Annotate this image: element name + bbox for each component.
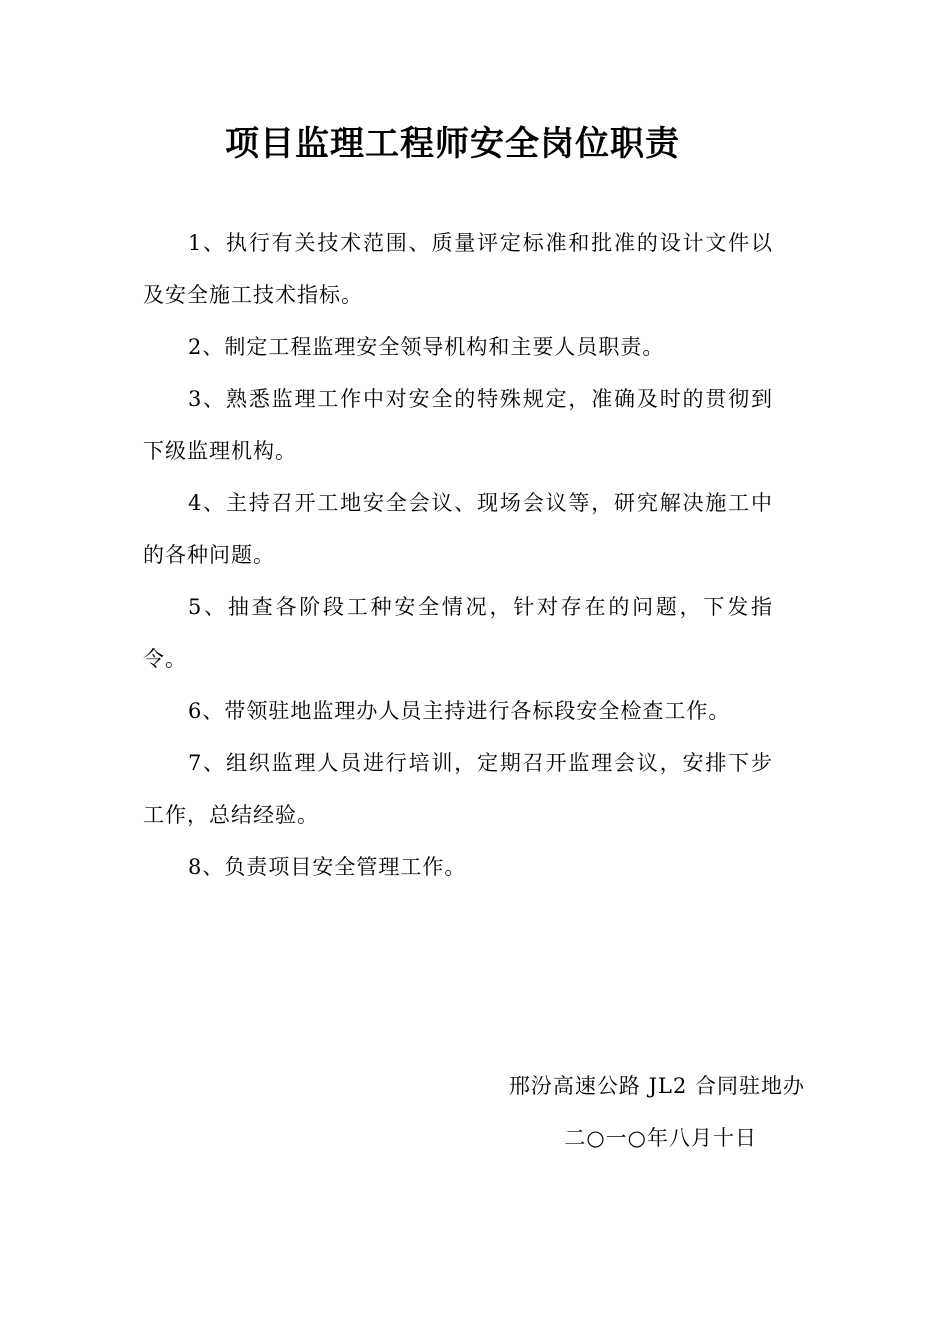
duty-item-4: 4、主持召开工地安全会议、现场会议等，研究解决施工中的各种问题。 bbox=[143, 491, 773, 567]
duty-item-8: 8、负责项目安全管理工作。 bbox=[188, 855, 467, 879]
duty-item-2: 2、制定工程监理安全领导机构和主要人员职责。 bbox=[188, 335, 665, 359]
document-title: 项目监理工程师安全岗位职责 bbox=[225, 124, 680, 164]
issuing-organization: 邢汾高速公路 JL2 合同驻地办 bbox=[508, 1074, 805, 1098]
duty-item-6: 6、带领驻地监理办人员主持进行各标段安全检查工作。 bbox=[188, 699, 731, 723]
duty-item-1: 1、执行有关技术范围、质量评定标准和批准的设计文件以及安全施工技术指标。 bbox=[143, 231, 773, 307]
duty-item-3: 3、熟悉监理工作中对安全的特殊规定，准确及时的贯彻到下级监理机构。 bbox=[143, 387, 773, 463]
issue-date: 二○一○年八月十日 bbox=[564, 1126, 757, 1150]
duty-item-7: 7、组织监理人员进行培训，定期召开监理会议，安排下步工作，总结经验。 bbox=[143, 751, 773, 827]
duties-list bbox=[143, 217, 773, 893]
duty-item-5: 5、抽查各阶段工种安全情况，针对存在的问题，下发指令。 bbox=[143, 595, 773, 671]
